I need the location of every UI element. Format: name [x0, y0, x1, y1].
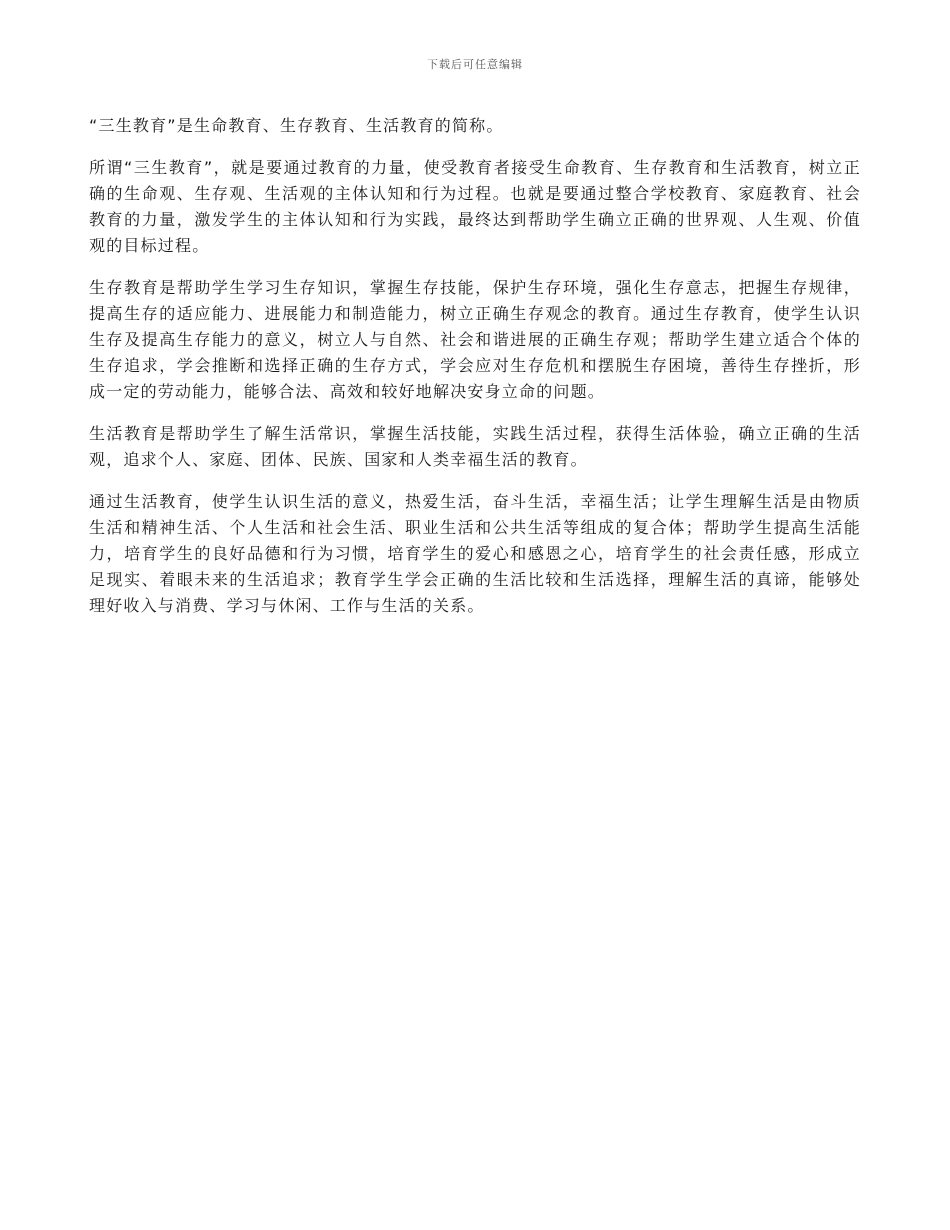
- paragraph-life-education-goals: 通过生活教育，使学生认识生活的意义，热爱生活，奋斗生活，幸福生活；让学生理解生活是由物质生活和精神生活、个人生活和社会生活、职业生活和公共生活等组成的复合体；帮助学生提高生活能力，培育学生的良好品德和行为习惯，培育学生的爱心和感恩之心，培育学生的社会责任感，形成立足现实、着眼未来的生活追求；教育学生学会正确的生活比较和生活选择，理解生活的真谛，能够处理好收入与消费、学习与休闲、工作与生活的关系。: [89, 492, 861, 615]
- paragraph-definition: 所谓“三生教育”，就是要通过教育的力量，使受教育者接受生命教育、生存教育和生活教育，树立正确的生命观、生存观、生活观的主体认知和行为过程。也就是要通过整合学校教育、家庭教育、社会教育的力量，激发学生的主体认知和行为实践，最终达到帮助学生确立正确的世界观、人生观、价值观的目标过程。: [89, 158, 861, 255]
- paragraph-intro: “三生教育”是生命教育、生存教育、生活教育的简称。: [89, 116, 504, 135]
- paragraph-survival-education: 生存教育是帮助学生学习生存知识，掌握生存技能，保护生存环境，强化生存意志，把握生存规律，提高生存的适应能力、进展能力和制造能力，树立正确生存观念的教育。通过生存教育，使学生认识生存及提高生存能力的意义，树立人与自然、社会和谐进展的正确生存观；帮助学生建立适合个体的生存追求，学会推断和选择正确的生存方式，学会应对生存危机和摆脱生存困境，善待生存挫折，形成一定的劳动能力，能够合法、高效和较好地解决安身立命的问题。: [89, 278, 861, 401]
- paragraph-life-education: 生活教育是帮助学生了解生活常识，掌握生活技能，实践生活过程，获得生活体验，确立正确的生活观，追求个人、家庭、团体、民族、国家和人类幸福生活的教育。: [89, 424, 861, 469]
- document-body: [89, 113, 861, 635]
- page-header-note: 下载后可任意编辑: [427, 58, 523, 71]
